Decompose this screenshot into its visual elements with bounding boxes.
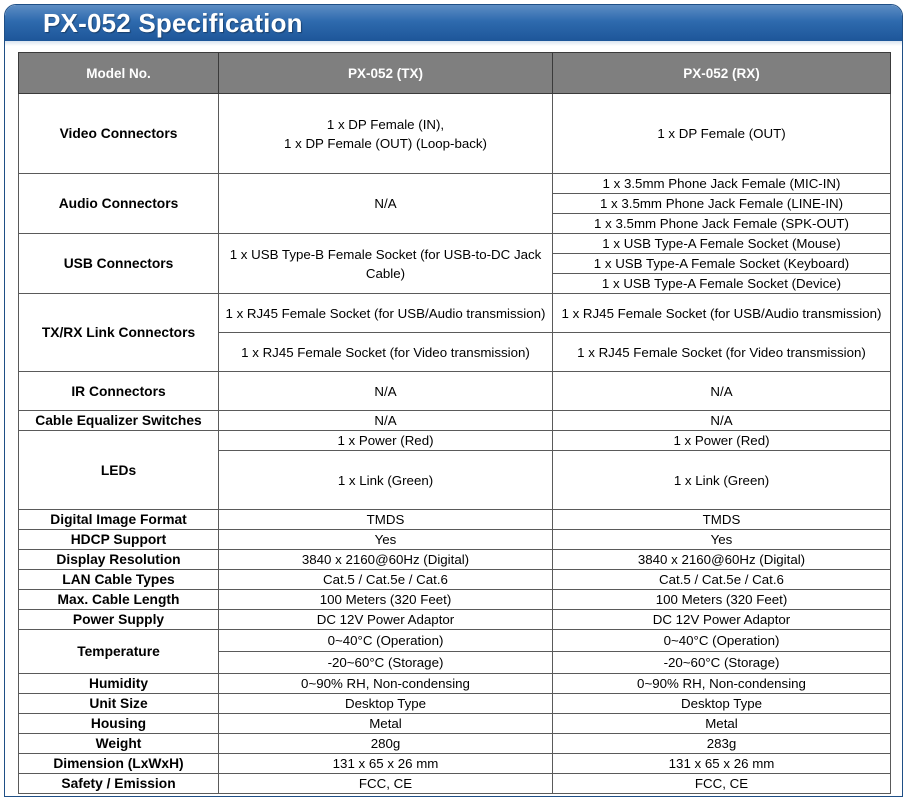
rx-value: 1 x 3.5mm Phone Jack Female (MIC-IN) — [553, 174, 891, 194]
table-row — [19, 234, 891, 254]
rx-value: 0~90% RH, Non-condensing — [553, 674, 891, 694]
rx-value: DC 12V Power Adaptor — [553, 610, 891, 630]
table-row — [19, 630, 891, 652]
tx-value: DC 12V Power Adaptor — [219, 610, 553, 630]
table-row — [19, 570, 891, 590]
rx-value: 1 x RJ45 Female Socket (for USB/Audio transmission) — [553, 294, 891, 333]
rx-value: 131 x 65 x 26 mm — [553, 754, 891, 774]
row-label: Housing — [19, 714, 219, 734]
row-label: USB Connectors — [19, 234, 219, 294]
tx-value: 1 x RJ45 Female Socket (for Video transmission) — [219, 333, 553, 372]
rx-value: 1 x Link (Green) — [553, 451, 891, 510]
rx-value: N/A — [553, 372, 891, 411]
page-title: PX-052 Specification — [43, 8, 303, 38]
tx-value-line: 1 x DP Female (OUT) (Loop-back) — [284, 135, 487, 151]
rx-value: Metal — [553, 714, 891, 734]
rx-value: 1 x Power (Red) — [553, 431, 891, 451]
tx-value: -20~60°C (Storage) — [219, 652, 553, 674]
row-label: LAN Cable Types — [19, 570, 219, 590]
tx-value: N/A — [219, 411, 553, 431]
rx-value: 1 x 3.5mm Phone Jack Female (SPK-OUT) — [553, 214, 891, 234]
table-row — [19, 694, 891, 714]
rx-value: 283g — [553, 734, 891, 754]
row-label: Unit Size — [19, 694, 219, 714]
tx-value: 131 x 65 x 26 mm — [219, 754, 553, 774]
row-label: Humidity — [19, 674, 219, 694]
tx-value: 0~40°C (Operation) — [219, 630, 553, 652]
tx-value: N/A — [219, 174, 553, 234]
tx-value: FCC, CE — [219, 774, 553, 794]
header-model: Model No. — [19, 53, 219, 94]
table-row — [19, 530, 891, 550]
rx-value: 1 x 3.5mm Phone Jack Female (LINE-IN) — [553, 194, 891, 214]
table-row — [19, 610, 891, 630]
row-label: LEDs — [19, 431, 219, 510]
tx-value: 1 x Power (Red) — [219, 431, 553, 451]
tx-value-line: 1 x DP Female (IN), — [326, 116, 445, 132]
table-row — [19, 550, 891, 570]
table-row — [19, 510, 891, 530]
table-row — [19, 372, 891, 411]
row-label: Display Resolution — [19, 550, 219, 570]
row-label: Max. Cable Length — [19, 590, 219, 610]
tx-value: 3840 x 2160@60Hz (Digital) — [219, 550, 553, 570]
tx-value: 1 x Link (Green) — [219, 451, 553, 510]
table-row — [19, 294, 891, 333]
rx-value: 1 x USB Type-A Female Socket (Device) — [553, 274, 891, 294]
tx-value: Cat.5 / Cat.5e / Cat.6 — [219, 570, 553, 590]
tx-value: 1 x RJ45 Female Socket (for USB/Audio transmission) — [219, 294, 553, 333]
row-label: IR Connectors — [19, 372, 219, 411]
rx-value: 0~40°C (Operation) — [553, 630, 891, 652]
tx-value: 100 Meters (320 Feet) — [219, 590, 553, 610]
row-label: Power Supply — [19, 610, 219, 630]
rx-value: 3840 x 2160@60Hz (Digital) — [553, 550, 891, 570]
tx-value: N/A — [219, 372, 553, 411]
tx-value: 0~90% RH, Non-condensing — [219, 674, 553, 694]
tx-value — [219, 94, 553, 174]
header-rx: PX-052 (RX) — [553, 53, 891, 94]
tx-value: TMDS — [219, 510, 553, 530]
rx-value: -20~60°C (Storage) — [553, 652, 891, 674]
rx-value: Desktop Type — [553, 694, 891, 714]
row-label: Weight — [19, 734, 219, 754]
banner-shadow — [5, 41, 902, 46]
rx-value: FCC, CE — [553, 774, 891, 794]
table-row — [19, 94, 891, 174]
row-label: Dimension (LxWxH) — [19, 754, 219, 774]
rx-value: TMDS — [553, 510, 891, 530]
header-tx: PX-052 (TX) — [219, 53, 553, 94]
rx-value: 100 Meters (320 Feet) — [553, 590, 891, 610]
table-row — [19, 590, 891, 610]
table-row — [19, 674, 891, 694]
rx-value: 1 x USB Type-A Female Socket (Keyboard) — [553, 254, 891, 274]
spec-table — [18, 52, 891, 794]
rx-value: Cat.5 / Cat.5e / Cat.6 — [553, 570, 891, 590]
table-row — [19, 774, 891, 794]
table-row — [19, 411, 891, 431]
tx-value: 1 x USB Type-B Female Socket (for USB-to-DC Jack Cable) — [219, 234, 553, 294]
rx-value: 1 x DP Female (OUT) — [553, 94, 891, 174]
rx-value: Yes — [553, 530, 891, 550]
tx-value: 280g — [219, 734, 553, 754]
row-label: Audio Connectors — [19, 174, 219, 234]
tx-value: Yes — [219, 530, 553, 550]
table-row — [19, 174, 891, 194]
row-label: Safety / Emission — [19, 774, 219, 794]
table-row — [19, 714, 891, 734]
table-row — [19, 734, 891, 754]
spec-sheet — [4, 4, 903, 797]
row-label: HDCP Support — [19, 530, 219, 550]
rx-value: N/A — [553, 411, 891, 431]
table-row — [19, 431, 891, 451]
rx-value: 1 x USB Type-A Female Socket (Mouse) — [553, 234, 891, 254]
table-row — [19, 754, 891, 774]
row-label: TX/RX Link Connectors — [19, 294, 219, 372]
tx-value: Metal — [219, 714, 553, 734]
row-label: Digital Image Format — [19, 510, 219, 530]
rx-value: 1 x RJ45 Female Socket (for Video transmission) — [553, 333, 891, 372]
tx-value: Desktop Type — [219, 694, 553, 714]
title-banner — [5, 5, 902, 41]
row-label: Temperature — [19, 630, 219, 674]
row-label: Video Connectors — [19, 94, 219, 174]
row-label: Cable Equalizer Switches — [19, 411, 219, 431]
header-row — [19, 53, 891, 94]
